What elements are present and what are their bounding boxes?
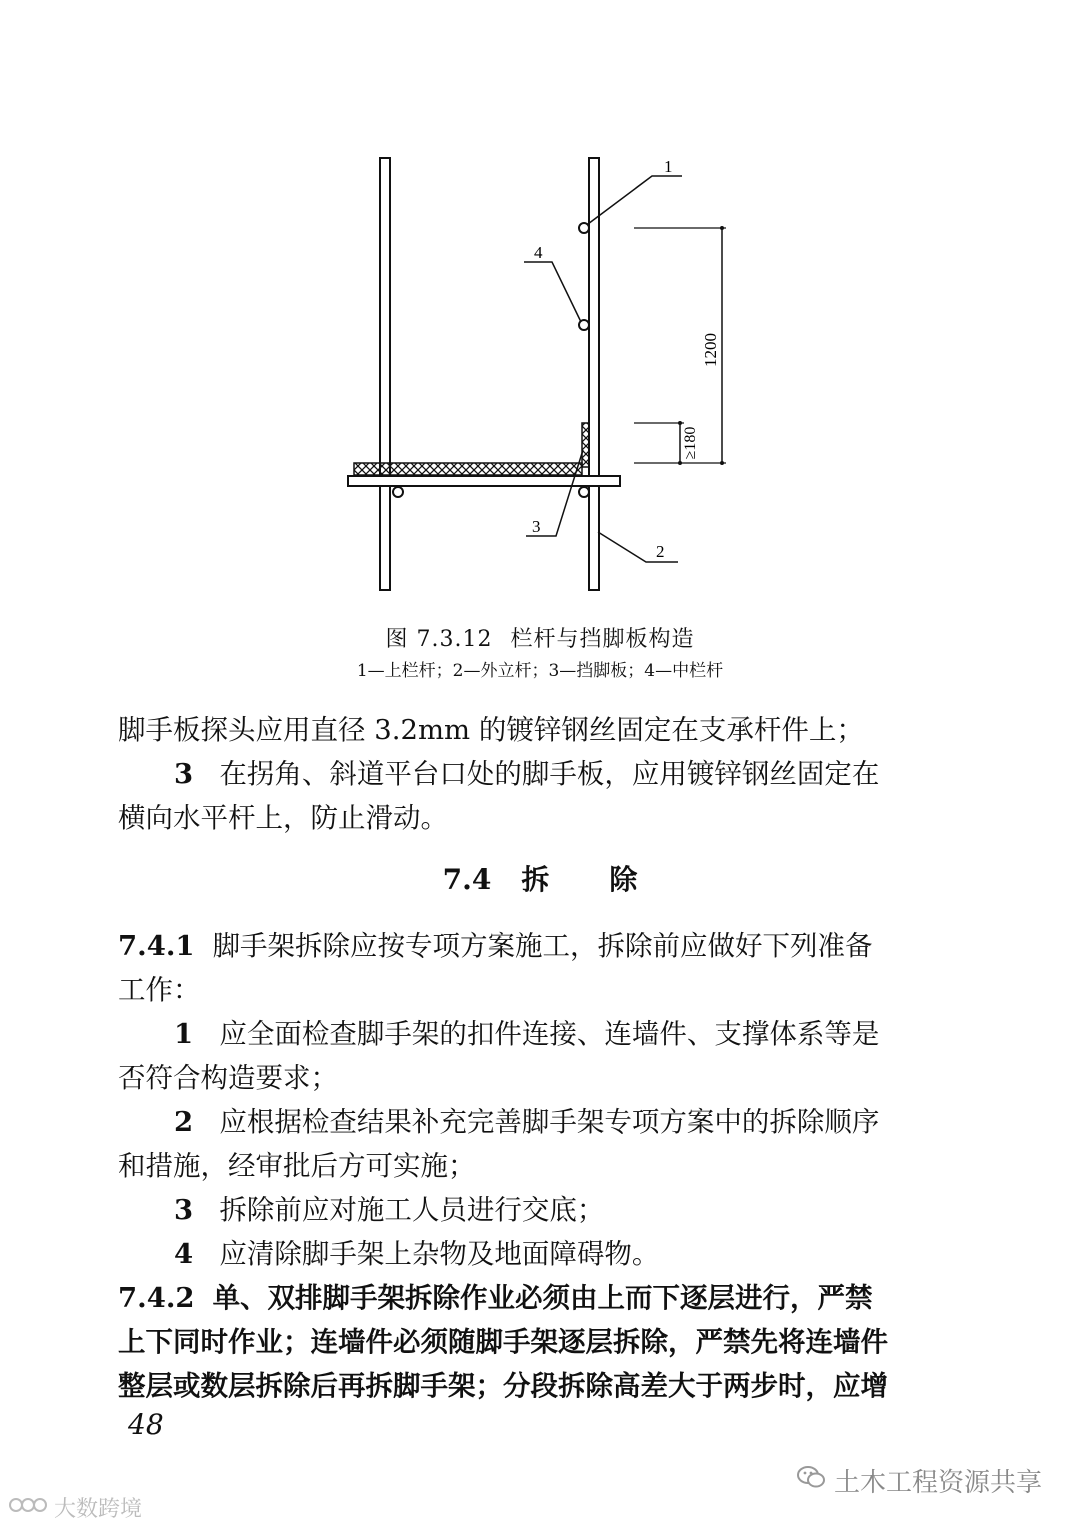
clause-741-item-4 [174,1236,659,1272]
top-rail-section [579,223,589,233]
section-title-a: 拆 [521,863,550,896]
label-4: 4 [534,243,543,262]
item-text: 应根据检查结果补充完善脚手架专项方案中的拆除顺序 [219,1106,880,1138]
clause-741-item-2-line-2: 和措施，经审批后方可实施； [118,1150,476,1182]
label-1: 1 [664,157,673,176]
clause-741-number: 7.4.1 [118,930,195,962]
longitudinal-bar-right [579,487,589,497]
toe-board [582,423,589,467]
section-title-b: 除 [609,863,638,896]
figure-title: 栏杆与挡脚板构造 [510,627,695,652]
item-text: 应全面检查脚手架的扣件连接、连墙件、支撑体系等是 [219,1018,880,1050]
clause-741-item-3 [174,1192,604,1228]
item-number: 2 [174,1106,194,1138]
railing-toeboard-diagram [330,150,750,600]
item-number: 1 [174,1018,194,1050]
clause-742-line-3: 整层或数层拆除后再拆脚手架；分段拆除高差大于两步时，应增 [118,1370,888,1402]
figure-caption [0,622,1080,653]
dim-text-1200: 1200 [701,333,720,367]
leader-2 [598,532,678,562]
item-text: 应清除脚手架上杂物及地面障碍物。 [219,1238,660,1270]
transverse-bar [348,476,620,486]
item-3-line-1 [174,756,879,792]
clause-742-line-2: 上下同时作业；连墙件必须随脚手架逐层拆除，严禁先将连墙件 [118,1326,888,1358]
clause-741-item-1-line-2: 否符合构造要求； [118,1062,338,1094]
watermark-left-text: 大数跨境 [54,1497,143,1522]
page-number: 48 [128,1408,164,1441]
clause-742-text: 单、双排脚手架拆除作业必须由上而下逐层进行，严禁 [212,1282,873,1314]
watermark-right-text: 土木工程资源共享 [833,1468,1042,1498]
item-number: 4 [174,1238,194,1270]
item-3-number: 3 [174,758,194,790]
watermark-left [8,1492,142,1523]
longitudinal-bar-left [393,487,403,497]
item-3-text: 在拐角、斜道平台口处的脚手板，应用镀锌钢丝固定在 [219,758,880,790]
leader-4 [524,262,581,322]
label-2: 2 [656,542,665,561]
label-3: 3 [532,517,541,536]
clause-742-line-1 [118,1280,873,1316]
section-number: 7.4 [442,863,492,896]
clause-741-text: 脚手架拆除应按专项方案施工，拆除前应做好下列准备 [212,930,873,962]
clause-741-item-1-line-1 [174,1016,879,1052]
leader-1 [588,176,682,224]
body-line-1: 脚手板探头应用直径 3.2mm 的镀锌钢丝固定在支承杆件上； [118,714,864,746]
wechat-icon [796,1464,826,1497]
clause-741-item-2-line-1 [174,1104,879,1140]
item-3-line-2: 横向水平杆上，防止滑动。 [118,802,448,834]
watermark-logo-icon [8,1495,48,1521]
clause-741-line-1 [118,928,873,964]
dim-text-180: ≥180 [682,426,699,460]
figure-number: 图 7.3.12 [385,627,493,652]
clause-742-number: 7.4.2 [118,1282,195,1314]
watermark-right [796,1462,1042,1499]
section-heading [0,862,1080,898]
item-number: 3 [174,1194,194,1226]
clause-741-line-2: 工作： [118,974,201,1006]
item-text: 拆除前应对施工人员进行交底； [219,1194,605,1226]
inner-pole [380,158,390,590]
figure-legend: 1—上栏杆；2—外立杆；3—挡脚板；4—中栏杆 [356,661,724,681]
scaffold-board [354,463,582,475]
